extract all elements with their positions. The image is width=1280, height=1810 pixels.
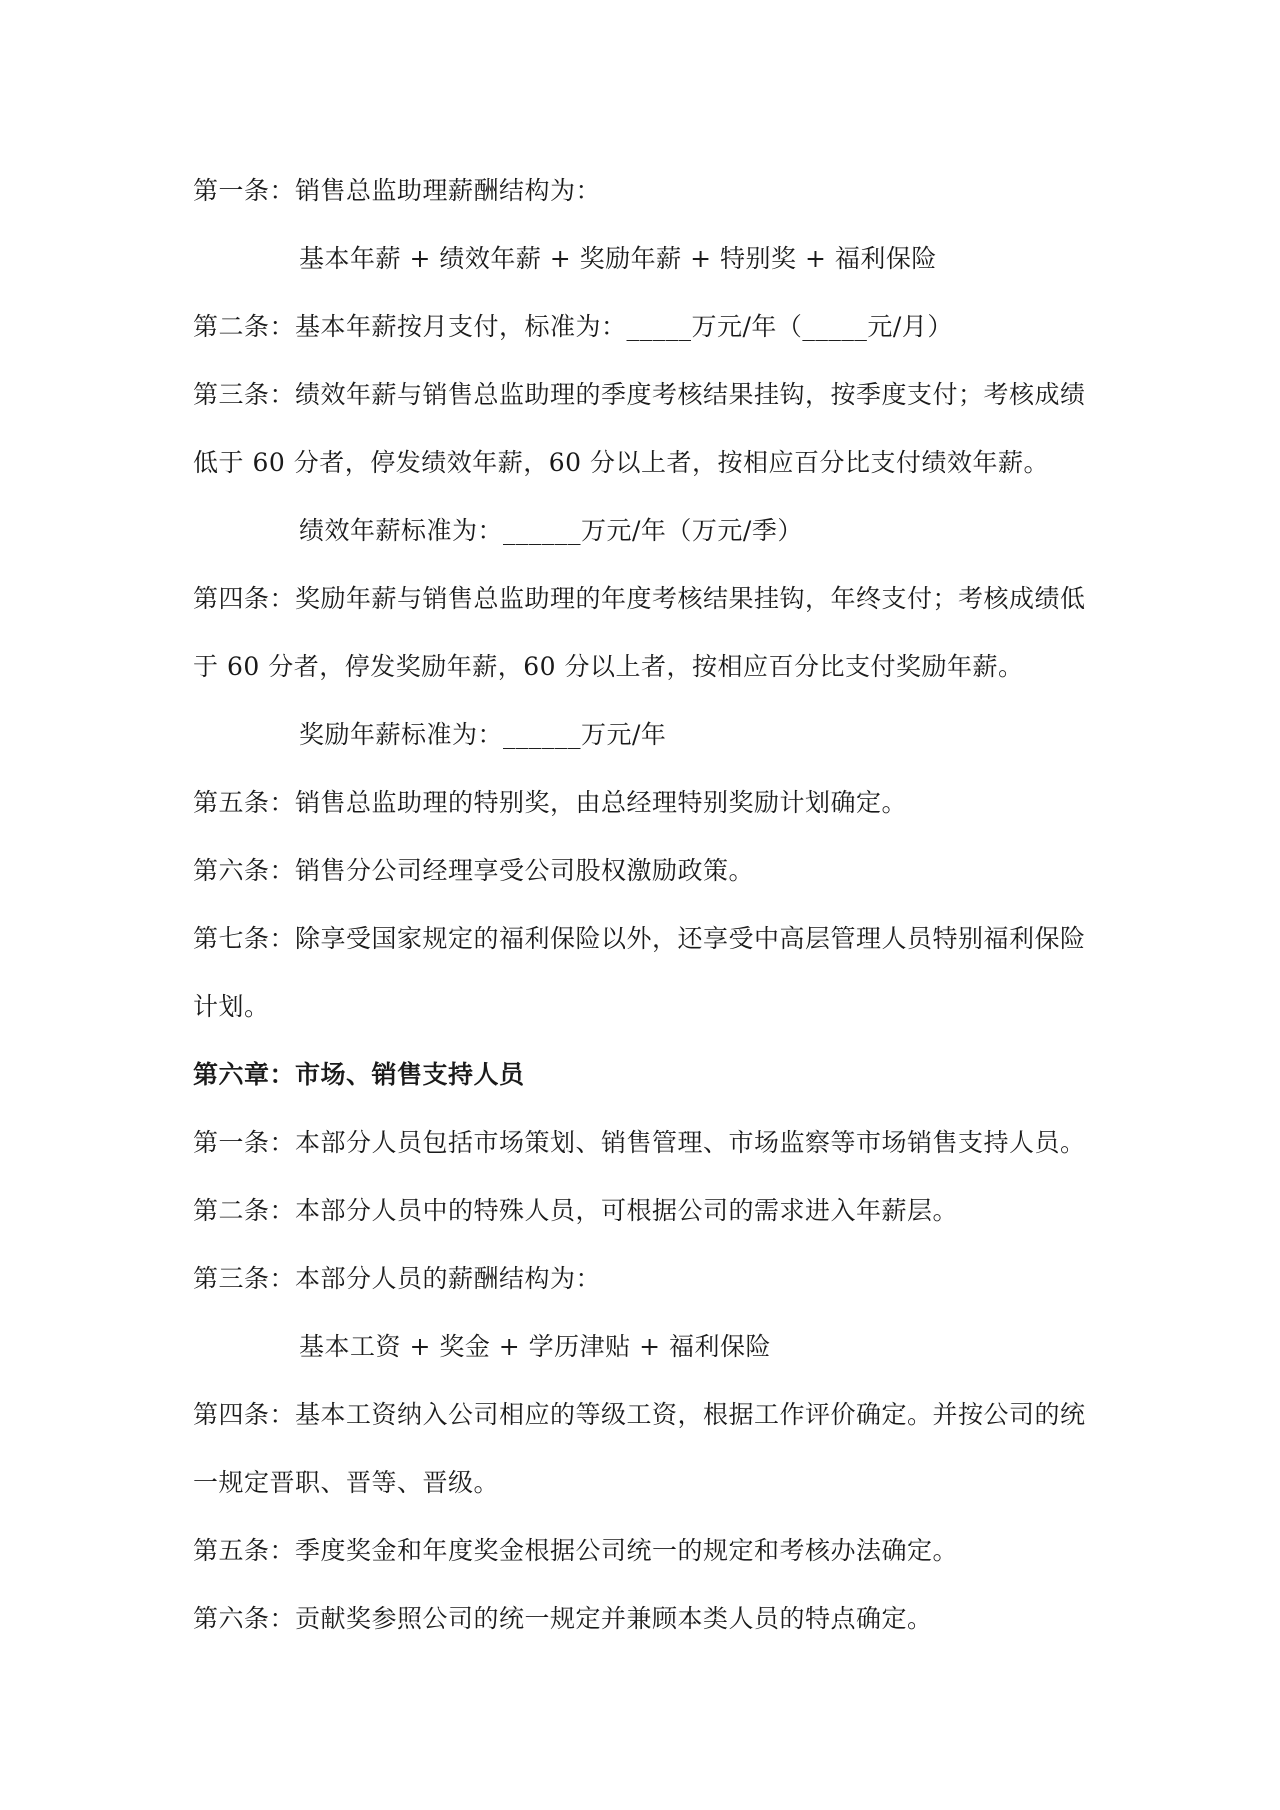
reward-salary-standard: 奖励年薪标准为：______万元/年 <box>299 720 667 749</box>
article-7-welfare-insurance-cont: 计划。 <box>193 992 270 1021</box>
ch6-article-6-contribution-award: 第六条：贡献奖参照公司的统一规定并兼顾本类人员的特点确定。 <box>193 1604 933 1633</box>
ch6-article-1-scope: 第一条：本部分人员包括市场策划、销售管理、市场监察等市场销售支持人员。 <box>193 1128 1086 1157</box>
ch6-article-4-base-wage: 第四条：基本工资纳入公司相应的等级工资，根据工作评价确定。并按公司的统 <box>193 1400 1086 1429</box>
ch6-article-4-base-wage-cont: 一规定晋职、晋等、晋级。 <box>193 1468 500 1497</box>
article-2-base-salary: 第二条：基本年薪按月支付，标准为：_____万元/年（_____元/月） <box>193 312 953 341</box>
article-5-special-award: 第五条：销售总监助理的特别奖，由总经理特别奖励计划确定。 <box>193 788 908 817</box>
article-4-reward-salary-cont: 于 60 分者，停发奖励年薪，60 分以上者，按相应百分比支付奖励年薪。 <box>193 652 1024 681</box>
article-1-salary-structure-heading: 第一条：销售总监助理薪酬结构为： <box>193 176 602 205</box>
article-4-reward-salary: 第四条：奖励年薪与销售总监助理的年度考核结果挂钩，年终支付；考核成绩低 <box>193 584 1086 613</box>
article-7-welfare-insurance: 第七条：除享受国家规定的福利保险以外，还享受中高层管理人员特别福利保险 <box>193 924 1086 953</box>
performance-salary-standard: 绩效年薪标准为：______万元/年（万元/季） <box>299 516 803 545</box>
ch6-salary-structure-formula: 基本工资 + 奖金 + 学历津贴 + 福利保险 <box>299 1332 772 1361</box>
article-3-performance-salary-cont: 低于 60 分者，停发绩效年薪，60 分以上者，按相应百分比支付绩效年薪。 <box>193 448 1049 477</box>
ch6-article-2-special-staff: 第二条：本部分人员中的特殊人员，可根据公司的需求进入年薪层。 <box>193 1196 959 1225</box>
salary-structure-formula: 基本年薪 + 绩效年薪 + 奖励年薪 + 特别奖 + 福利保险 <box>299 244 937 273</box>
article-3-performance-salary: 第三条：绩效年薪与销售总监助理的季度考核结果挂钩，按季度支付；考核成绩 <box>193 380 1086 409</box>
ch6-article-3-salary-structure: 第三条：本部分人员的薪酬结构为： <box>193 1264 602 1293</box>
chapter-6-heading: 第六章：市场、销售支持人员 <box>193 1060 525 1089</box>
ch6-article-5-bonus: 第五条：季度奖金和年度奖金根据公司统一的规定和考核办法确定。 <box>193 1536 959 1565</box>
article-6-equity-incentive: 第六条：销售分公司经理享受公司股权激励政策。 <box>193 856 755 885</box>
